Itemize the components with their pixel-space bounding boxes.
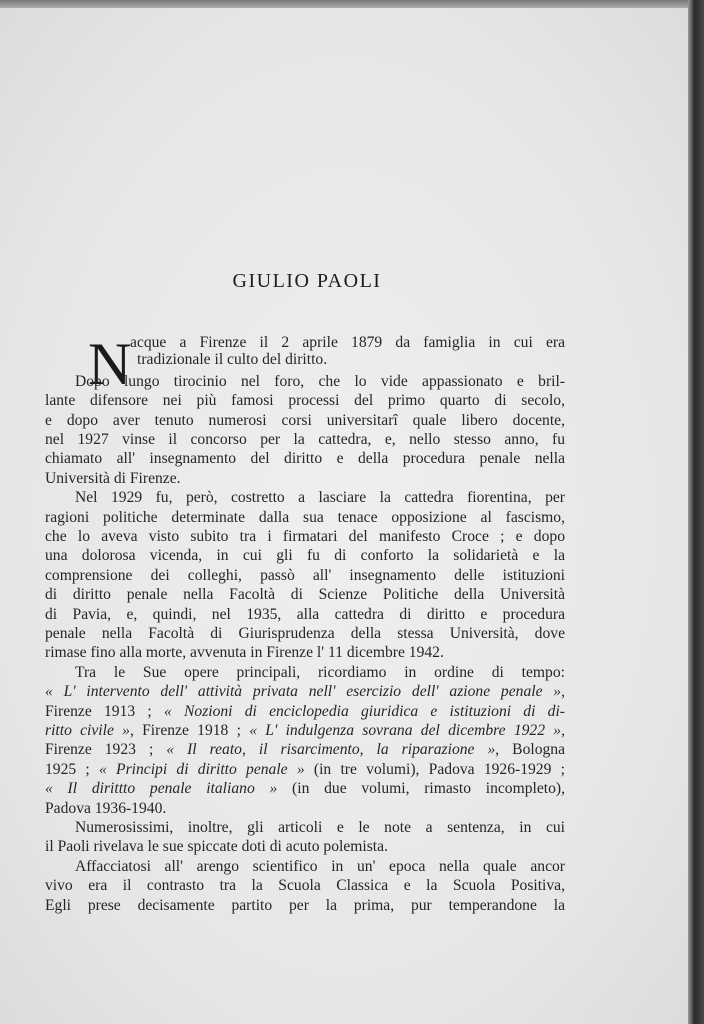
italic-title-text: ritto civile » [45,722,130,739]
italic-title-text: « Il reato, il risarcimento, la riparazione » [166,741,496,759]
text-line [45,877,565,895]
text-line [45,838,565,856]
text-line [45,392,565,410]
line-text: e dopo aver tenuto numerosi corsi universitarî quale libero docente, [45,411,565,429]
text-line [130,334,565,352]
line-text: Numerosissimi, inoltre, gli articoli e le note a sentenza, in cui [75,819,565,836]
text-line [75,373,565,391]
line-text: una dolorosa vicenda, in cui gli fu di conforto la solidarietà e la [45,547,565,565]
line-text: Dopo lungo tirocinio nel foro, che lo vide appassionato e bril- [75,372,565,390]
book-binding-edge [688,0,704,1024]
text-line [45,703,565,721]
line-text: comprensione dei colleghi, passò all' insegnamento delle istituzioni [45,566,565,584]
line-text: di Pavia, e, quindi, nel 1935, alla cattedra di diritto e procedura [45,605,565,623]
text-line [45,761,565,779]
line-text: chiamato all' insegnamento del diritto e della procedura penale nella [45,450,565,468]
line-text: che lo aveva visto subito tra i firmatari del manifesto Croce ; e dopo [45,528,565,545]
line-text: Firenze 1913 ; [45,702,164,720]
text-line [45,683,565,701]
text-line [45,722,565,740]
italic-title-text: « Il dirittto penale italiano » [45,780,278,798]
line-text: Tra le Sue opere principali, ricordiamo in ordine di tempo: [75,663,565,681]
line-text: lante difensore nei più famosi processi del primo quarto di secolo, [45,392,565,410]
text-line [75,489,565,507]
text-line [45,644,565,662]
text-line [45,450,565,468]
line-text: Affacciatosi all' arengo scientifico in un' epoca nella quale ancor [75,857,565,875]
text-line [45,586,565,604]
text-line [45,567,565,585]
line-text: ragioni politiche determinate dalla sua tenace opposizione al fascismo, [45,508,565,526]
line-text: acque a Firenze il 2 aprile 1879 da famiglia in cui era [130,334,565,351]
line-text: tradizionale il culto del diritto. [137,351,328,368]
italic-title-text: « Principi di diritto penale » [99,760,305,778]
line-text: Università di Firenze. [45,469,181,487]
line-text: Egli prese decisamente partito per la prima, pur temperandone la [45,896,565,914]
line-text: penale nella Facoltà di Giurisprudenza della stessa Università, dove [45,625,565,642]
text-line [45,547,565,565]
line-text: di diritto penale nella Facoltà di Scienze Politiche della Università [45,586,565,604]
text-line [75,819,565,837]
text-line [137,351,565,369]
italic-title-text: « L' indulgenza sovrana del dicembre 1922 » [249,722,562,739]
text-line [45,741,565,759]
text-line [75,664,565,682]
line-text: , [561,722,565,739]
line-text: 1925 ; [45,760,100,778]
text-line [45,470,565,488]
text-line [75,858,565,876]
text-line [45,509,565,527]
line-text: Nel 1929 fu, però, costretto a lasciare la cattedra fiorentina, per [75,489,565,507]
line-text: Firenze 1923 ; [45,741,167,759]
text-line [45,625,565,643]
line-text: Padova 1936-1940. [45,799,167,817]
text-line [45,897,565,915]
italic-title-text: « Nozioni di enciclopedia giuridica e istituzioni di di- [163,702,565,720]
drop-cap: N [88,331,132,397]
line-text: rimase fino alla morte, avvenuta in Firenze l' 11 dicembre 1942. [45,644,444,662]
text-line [45,412,565,430]
text-line [45,606,565,624]
line-text: vivo era il contrasto tra la Scuola Classica e la Scuola Positiva, [45,877,565,895]
page-title: GIULIO PAOLI [232,270,382,292]
italic-title-text: « L' intervento dell' attività privata nell' esercizio dell' azione penale », [45,683,565,701]
line-text: il Paoli rivelava le sue spiccate doti di acuto polemista. [45,838,388,856]
line-text: , Bologna [495,741,566,759]
text-line [45,780,565,798]
scanned-page [0,8,690,1024]
text-line [45,431,565,449]
line-text: (in due volumi, rimasto incompleto), [277,780,565,798]
text-line [45,528,565,546]
line-text: , Firenze 1918 ; [129,722,250,739]
text-line [45,800,565,818]
line-text: nel 1927 vinse il concorso per la cattedra, e, nello stesso anno, fu [45,431,565,448]
line-text: (in tre volumi), Padova 1926-1929 ; [304,760,565,778]
